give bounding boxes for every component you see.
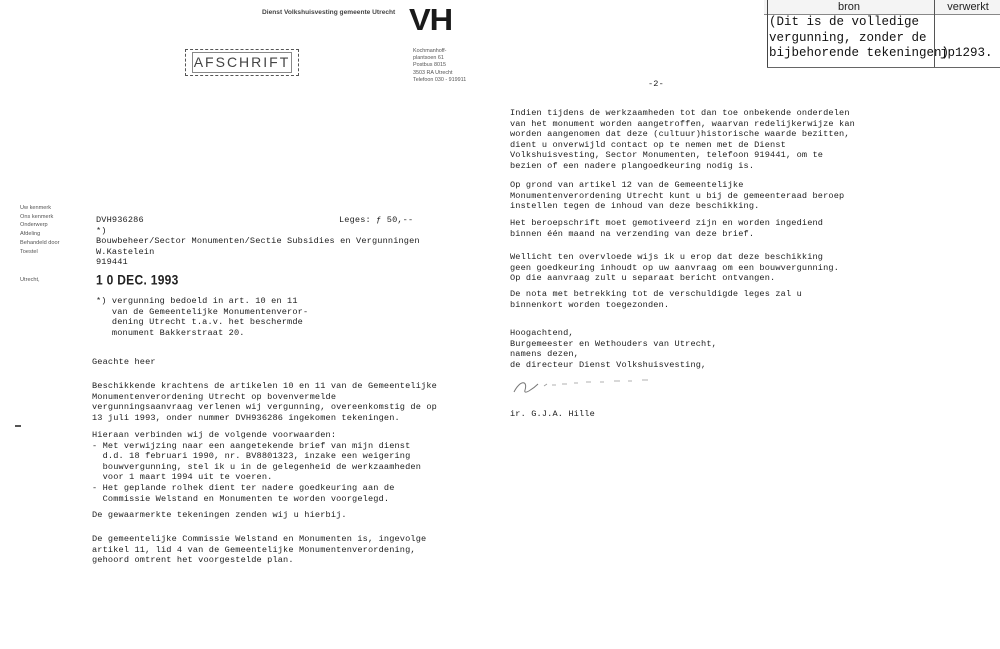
value-afdeling: Bouwbeheer/Sector Monumenten/Sectie Subsidies en Vergunningen — [96, 236, 420, 247]
text-line: Op die aanvraag zult u separaat bericht ontvangen. — [510, 273, 776, 284]
vh-logo: VH — [409, 2, 453, 37]
text-line: Hieraan verbinden wij de volgende voorwaarden: — [92, 430, 337, 440]
text-line: van het monument worden aangetroffen, waarvan redelijkerwijze kan — [510, 118, 855, 129]
text-line: 13 juli 1993, onder nummer DVH936286 ingekomen tekeningen. — [92, 412, 400, 423]
label-uw-kenmerk: Uw kenmerk — [20, 205, 52, 211]
value-toestel: 919441 — [96, 257, 128, 268]
closing-line: Burgemeester en Wethouders van Utrecht, — [510, 338, 717, 349]
footnote-line: dening Utrecht t.a.v. het beschermde — [96, 317, 303, 328]
text-line: Beschikkende krachtens de artikelen 10 en 11 van de Gemeentelijke — [92, 381, 437, 391]
note-line: bijbehorende tekeningen) — [769, 46, 950, 60]
left-paragraph-2 — [92, 430, 421, 504]
address-line: Postbus 8015 — [413, 62, 446, 69]
closing-line: namens dezen, — [510, 349, 579, 360]
archive-note — [769, 15, 949, 62]
text-line: bouwvergunning, stel ik u in de gelegenheid de werkzaamheden — [92, 461, 422, 472]
text-line: Op grond van artikel 12 van de Gemeentelijke — [510, 180, 744, 190]
text-line: De nota met betrekking tot de verschuldigde leges zal u — [510, 289, 802, 299]
label-behandeld-door: Behandeld door — [20, 239, 60, 246]
text-line: De gemeentelijke Commissie Welstand en Monumenten is, ingevolge — [92, 534, 427, 544]
value-onderwerp: *) — [96, 225, 107, 236]
left-paragraph-4 — [92, 534, 426, 566]
address-line: Kochmanhoff- — [413, 48, 447, 54]
label-ons-kenmerk: Ons kenmerk — [20, 213, 54, 220]
address-line: 3503 RA Utrecht — [413, 69, 453, 76]
letterhead-address — [413, 48, 466, 84]
text-line: Commissie Welstand en Monumenten te worden voorgelegd. — [92, 493, 390, 504]
text-line: worden aangenomen dat deze (cultuur)historische waarde bezitten, — [510, 129, 850, 140]
table-border-bottom — [767, 67, 1000, 68]
footnote — [96, 296, 308, 338]
text-line: bezien of een nadere plangoedkeuring nodig is. — [510, 160, 755, 171]
label-place: Utrecht, — [20, 277, 40, 283]
label-onderwerp: Onderwerp — [20, 222, 48, 229]
letterhead-dienst: Dienst Volkshuisvesting gemeente Utrecht — [262, 9, 396, 16]
text-line: Indien tijdens de werkzaamheden tot dan toe onbekende onderdelen — [510, 108, 850, 118]
label-toestel: Toestel — [20, 248, 38, 255]
left-paragraph-1 — [92, 381, 437, 423]
right-paragraph-3 — [510, 218, 823, 239]
signatory: ir. G.J.A. Hille — [510, 409, 595, 419]
note-line: (Dit is de volledige — [769, 15, 920, 29]
text-line: - Het geplande rolhek dient ter nadere goedkeuring aan de — [92, 482, 395, 493]
text-line: binnenkort worden toegezonden. — [510, 299, 670, 310]
right-paragraph-4 — [510, 252, 839, 284]
text-line: Het beroepschrift moet gemotiveerd zijn en worden ingediend — [510, 218, 824, 228]
closing-line: Hoogachtend, — [510, 328, 574, 338]
text-line: - Met verwijzing naar een aangetekende brief van mijn dienst — [92, 440, 411, 451]
note-line: vergunning, zonder de — [769, 30, 927, 45]
signature-mark — [500, 372, 670, 398]
text-line: geen goedkeuring inhoudt op uw aanvraag om een bouwvergunning. — [510, 262, 840, 273]
text-line: voor 1 maart 1994 uit te voeren. — [92, 472, 273, 483]
table-border-left — [767, 0, 768, 68]
text-line: instellen tegen de inhoud van deze beschikking. — [510, 201, 760, 212]
text-line: Wellicht ten overvloede wijs ik u erop dat deze beschikking — [510, 252, 824, 262]
text-line: Monumentenverordening Utrecht kunt u bij de gemeenteraad beroep — [510, 190, 845, 201]
right-paragraph-1 — [510, 108, 855, 172]
closing-line: de directeur Dienst Volkshuisvesting, — [510, 359, 707, 370]
letter-date: 1 0 DEC. 1993 — [96, 272, 179, 289]
text-line: binnen één maand na verzending van deze brief. — [510, 228, 755, 239]
footnote-line: *) vergunning bedoeld in art. 10 en 11 — [96, 296, 298, 306]
archive-code: jp1293. — [940, 46, 993, 60]
reference-labels — [20, 204, 60, 256]
label-afdeling: Afdeling — [20, 231, 41, 238]
closing — [510, 328, 717, 370]
address-line: plantsoen 61 — [413, 55, 444, 62]
right-paragraph-2 — [510, 180, 844, 212]
page-number: -2- — [648, 79, 664, 89]
address-line: Telefoon 030 - 919911 — [413, 76, 467, 83]
punch-mark — [15, 425, 21, 427]
value-behandeld-door: W.Kastelein — [96, 246, 155, 257]
text-line: Monumentenverordening Utrecht op bovenvermelde — [92, 391, 337, 402]
afschrift-stamp: AFSCHRIFT — [185, 49, 299, 76]
column-header-verwerkt: verwerkt — [934, 0, 1000, 15]
footnote-line: van de Gemeentelijke Monumentenveror- — [96, 306, 309, 317]
text-line: d.d. 18 februari 1990, nr. BV8801323, inzake een weigering — [92, 451, 411, 462]
archive-meta-table — [764, 0, 1000, 68]
column-header-bron: bron — [764, 0, 934, 15]
footnote-line: monument Bakkerstraat 20. — [96, 327, 245, 338]
text-line: vergunningsaanvraag verlenen wij vergunning, overeenkomstig de op — [92, 402, 437, 413]
value-ons-kenmerk: DVH936286 — [96, 215, 144, 225]
text-line: dient u onverwijld contact op te nemen met de Dienst — [510, 139, 786, 150]
left-paragraph-3 — [92, 510, 347, 521]
leges: Leges: ƒ 50,-- — [339, 215, 414, 225]
right-paragraph-5 — [510, 289, 802, 310]
text-line: artikel 11, lid 4 van de Gemeentelijke Monumentenverordening, — [92, 544, 416, 555]
salutation: Geachte heer — [92, 357, 156, 367]
text-line: De gewaarmerkte tekeningen zenden wij u hierbij. — [92, 510, 347, 520]
text-line: gehoord omtrent het voorgestelde plan. — [92, 555, 294, 566]
text-line: Volkshuisvesting, Sector Monumenten, telefoon 919441, om te — [510, 150, 824, 161]
